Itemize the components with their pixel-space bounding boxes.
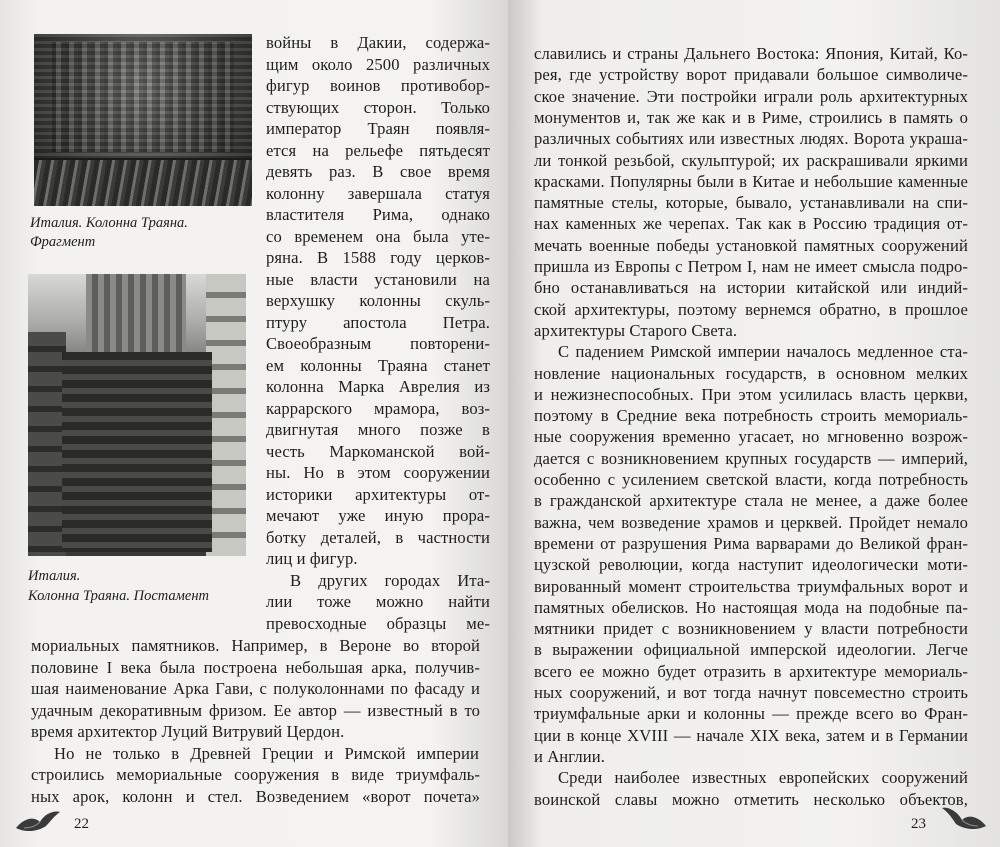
- right-page: [508, 0, 1000, 847]
- trajan-column-fragment-photo: [34, 34, 252, 206]
- text-line: двигнутая много позже в: [266, 420, 490, 439]
- text-line: ных арок, колонн и стел. Возведением «ворот почета»: [31, 786, 480, 806]
- bird-icon: [14, 808, 62, 838]
- text-line: вированный момент строительства триумфальных ворот и: [534, 576, 968, 596]
- text-line: строились мемориальные сооружения в виде триумфаль-: [31, 765, 480, 784]
- text-line: мечают уже иную прора-: [266, 506, 490, 525]
- text-line: ны. Но в этом сооружении: [266, 463, 490, 482]
- text-line: ряна. В 1588 году церков-: [266, 248, 490, 267]
- text-line: воинской славы можно отметить несколько объектов,: [534, 789, 968, 809]
- text-line: рея, где устройству ворот придавали большое символиче-: [534, 65, 968, 85]
- text-line: честь Маркоманской вой-: [266, 441, 490, 461]
- text-line: ской архитектуры, поэтому вернемся обратно, в прошлое: [534, 299, 968, 319]
- trajan-column-pedestal-photo: [28, 274, 246, 556]
- text-line: мятники придет с возникновением у власти потребности: [534, 619, 968, 639]
- text-line: красками. Популярны были в Китае и небольшие каменные: [534, 171, 968, 191]
- text-line: лиц и фигур.: [266, 549, 358, 568]
- text-line: ботку деталей, в частности: [266, 527, 490, 547]
- text-line: времени от разрушения Рима варварами до Великой фран-: [534, 533, 968, 553]
- text-line: в гражданской архитектуре стала не менее, а даже более: [534, 491, 968, 511]
- text-line: всего ее можно будет отразить в архитектуре мемориаль-: [534, 661, 968, 681]
- page-number: 23: [911, 816, 926, 832]
- text-line: важна, чем возведение храмов и церквей. Пройдет немало: [534, 512, 968, 532]
- text-line: лии тоже можно найти: [266, 592, 490, 611]
- caption-line: Италия.: [28, 568, 81, 584]
- bird-icon: [940, 804, 988, 836]
- text-line: колонна Марка Аврелия из: [266, 377, 490, 396]
- text-line: памятные стелы, которые, бывало, устанавливали на спи-: [534, 193, 968, 213]
- text-line: ные власти установили на: [266, 269, 490, 289]
- text-line: различных событиях или известных людях. Ворота украша-: [534, 129, 968, 149]
- text-line: ных сооружений, и вот тогда начнут повсеместно строить: [534, 683, 968, 702]
- text-line: В других городах Ита-: [290, 570, 490, 590]
- text-line: половине I века была построена небольшая арка, получив-: [31, 657, 480, 677]
- text-line: ское значение. Эти постройки играли роль архитектурных: [534, 86, 968, 106]
- text-line: колонну завершала статуя: [266, 183, 490, 203]
- text-line: в выражении официальной имперской идеологии. Легче: [534, 640, 968, 660]
- text-line: ется на рельефе пятьдесят: [266, 140, 490, 160]
- text-line: архитектуры Старого Света.: [534, 320, 738, 340]
- text-line: превосходные образцы ме-: [266, 613, 490, 633]
- text-line: Среди наиболее известных европейских сооружений: [558, 768, 968, 788]
- text-line: ствующих сторон. Только: [266, 97, 490, 117]
- text-line: войны в Дакии, содержа-: [266, 33, 490, 52]
- text-line: поэтому в Средние века потребность строить мемориаль-: [534, 406, 968, 426]
- text-line: мечать военные победы установкой памятных сооружений: [534, 235, 968, 255]
- text-line: фигур воинов противобор-: [266, 76, 490, 95]
- text-line: девять раз. В свое время: [266, 162, 490, 181]
- text-line: ли тонкой резьбой, скульптурой; их раскрашивали яркими: [534, 150, 968, 170]
- text-line: памятных обелисков. Но настоящая мода на подобные па-: [534, 597, 968, 617]
- text-line: Своеобразным повторени-: [266, 334, 490, 353]
- text-line: цузской революции, когда наступит идеологически моти-: [534, 555, 968, 575]
- text-line: историки архитектуры от-: [266, 484, 490, 504]
- text-line: новление национальных государств, в основном мелких: [534, 363, 968, 383]
- caption-line: Италия. Колонна Траяна.: [30, 215, 188, 231]
- text-line: удачным декоративным фризом. Ее автор — известный в то: [31, 700, 480, 720]
- text-line: С падением Римской империи началось медленное ста-: [558, 342, 968, 362]
- text-line: монументов и, так же как и в Риме, строились в память о: [534, 107, 968, 127]
- text-line: нах каменных же черепах. Так как в Россию традиция от-: [534, 214, 968, 234]
- text-line: ные сооружения временно угасает, но мгновенно возрож-: [534, 427, 968, 447]
- text-line: император Траян появля-: [266, 119, 490, 138]
- text-line: птуру апостола Петра.: [266, 312, 490, 332]
- text-line: пришла из Европы с Петром I, нам не имеет смысла подро-: [534, 257, 968, 276]
- text-line: со временем она была уте-: [266, 226, 490, 246]
- caption-line: Фрагмент: [30, 234, 96, 250]
- text-line: дается с возникновением крупных государств — империй,: [534, 448, 968, 468]
- text-line: щим около 2500 различных: [266, 54, 490, 74]
- text-line: каррарского мрамора, воз-: [266, 398, 490, 418]
- text-line: и Англии.: [534, 746, 605, 766]
- text-line: триумфальные арки и колонны — прежде всего во Фран-: [534, 704, 968, 724]
- text-line: шая наименование Арка Гави, с полуколоннами по фасаду и: [31, 679, 480, 698]
- text-line: особенно с усилением светской власти, когда потребность: [534, 470, 968, 489]
- text-line: властителя Рима, однако: [266, 205, 490, 224]
- text-line: славились и страны Дальнего Востока: Япония, Китай, Ко-: [534, 44, 968, 63]
- text-line: ем колонны Траяна станет: [266, 355, 490, 375]
- page-number: 22: [74, 816, 89, 832]
- text-line: бно останавливаться на истории китайской или индий-: [534, 278, 968, 298]
- caption-line: Колонна Траяна. Постамент: [28, 588, 210, 604]
- text-line: верхушку колонны скуль-: [266, 291, 490, 310]
- text-line: время архитектор Луций Витрувий Цердон.: [31, 722, 345, 741]
- text-line: мориальных памятников. Например, в Вероне во второй: [31, 636, 480, 655]
- text-line: Но не только в Древней Греции и Римской империи: [54, 743, 479, 763]
- text-line: ции в конце XVIII — начале XIX века, затем и в Германии: [534, 725, 968, 745]
- text-line: и нежизнеспособных. При этом усилилась власть церкви,: [534, 384, 968, 404]
